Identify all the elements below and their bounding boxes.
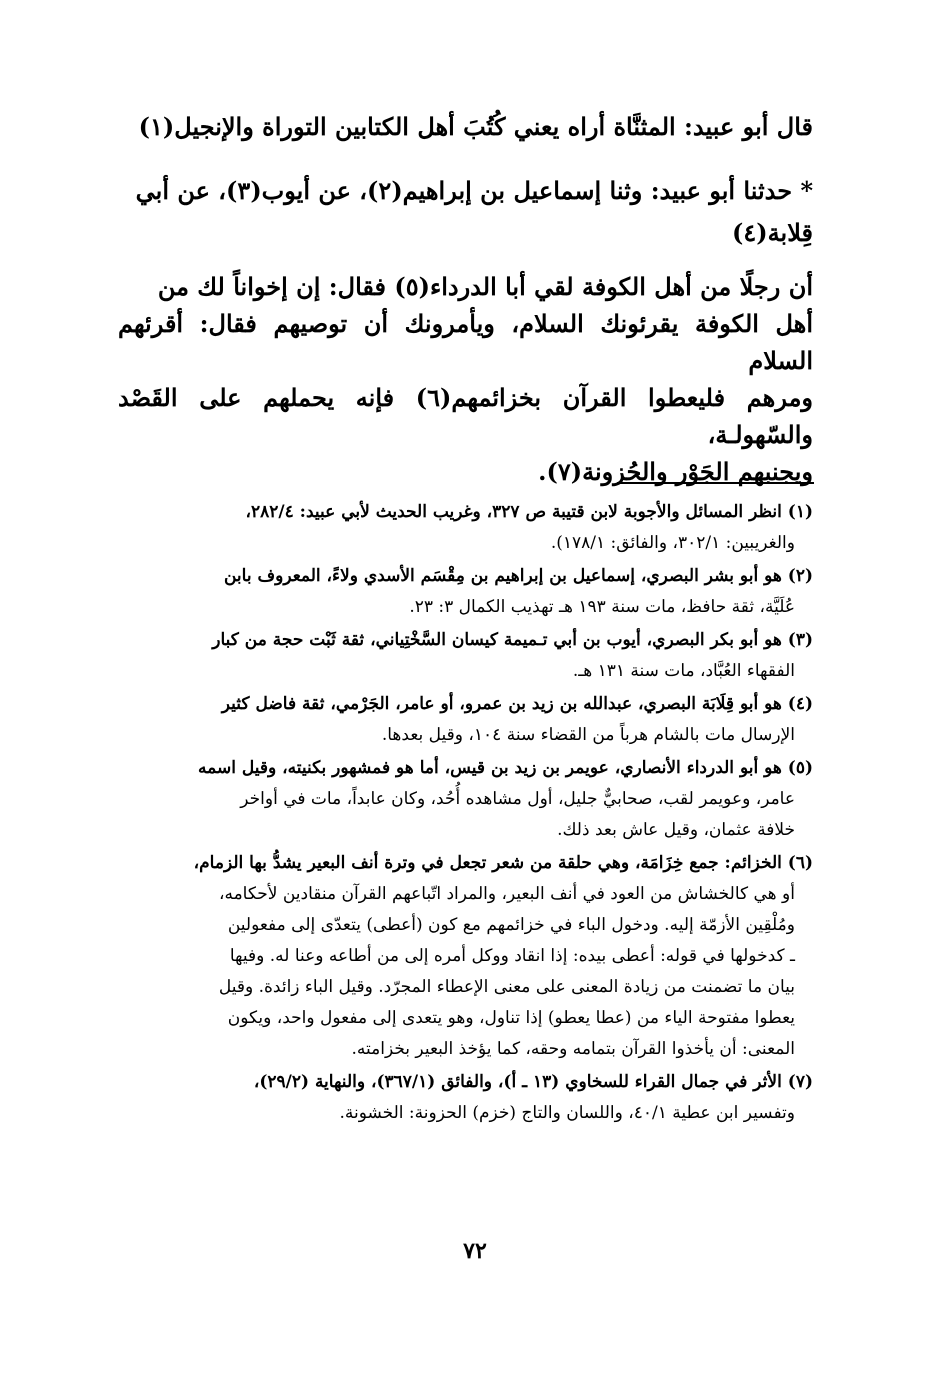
footnote-3 bbox=[95, 625, 813, 687]
paragraph-line: ويجنبهم الجَوْر والحُزونة(٧). bbox=[538, 457, 813, 486]
body-line-1: قال أبو عبيد: المثنَّاة أراه يعني كُتُبَ أهل الكتابين التوراة والإنجيل(١) bbox=[138, 112, 813, 141]
footnote-line: أو هي كالخشاش من العود في أنف البعير، والمراد اتّباعهم القرآن منقادين لأحكامه، bbox=[218, 884, 795, 904]
footnote-line: خلافة عثمان، وقيل عاش بعد ذلك. bbox=[557, 820, 795, 840]
footnote-line: المعنى: أن يأخذوا القرآن بتمامه وحقه، كما يؤخذ البعير بخزامته. bbox=[351, 1039, 795, 1059]
footnote-1 bbox=[95, 497, 813, 559]
footnote-line: بيان ما تضمنت من زيادة المعنى على معنى الإعطاء المجرّد. وقيل الباء زائدة. وقيل bbox=[218, 977, 795, 997]
footnote-line: ـ كدخولها في قوله: أعطى بيده: إذا انقاد ووكل أمره إلى من أطاعه وعنا له. وفيها bbox=[229, 946, 795, 966]
footnote-line: (٤) هو أبو قِلَابَة البصري، عبدالله بن زيد بن عمرو، أو عامر، الجَرْمي، ثقة فاضل كثير bbox=[221, 694, 813, 714]
paragraph-line: أهل الكوفة يقرئونك السلام، ويأمرونك أن توصيهم فقال: أقرئهم السلام bbox=[118, 309, 813, 375]
footnote-4 bbox=[95, 689, 813, 751]
footnote-line: الإرسال مات بالشام هرباً من القضاء سنة ١٠٤، وقيل بعدها. bbox=[381, 725, 795, 745]
footnote-line: (٢) هو أبو بشر البصري، إسماعيل بن إبراهيم بن مِقْسَم الأسدي ولاءً، المعروف بابن bbox=[223, 566, 813, 586]
footnote-7 bbox=[95, 1067, 813, 1129]
footnote-line: (٦) الخزائم: جمع خِزَامَة، وهي حلقة من شعر تجعل في وترة أنف البعير يشدُّ بها الزمام، bbox=[193, 853, 813, 873]
body-line-2: * حدثنا أبو عبيد: وثنا إسماعيل بن إبراهيم(٢)، عن أيوب(٣)، عن أبي bbox=[135, 176, 813, 205]
footnote-line: (٧) الأثر في جمال القراء للسخاوي (١٣ ـ أ)، والفائق (٣٦٧/١)، والنهاية (٢٩/٢)، bbox=[253, 1072, 813, 1092]
footnote-line: عُلَيَّة، ثقة حافظ، مات سنة ١٩٣ هـ تهذيب الكمال ٣: ٢٣. bbox=[409, 597, 795, 617]
footnote-line: يعطوا مفتوحة الياء من (عطا يعطو) إذا تناول، وهو يتعدى إلى مفعول واحد، ويكون bbox=[227, 1008, 795, 1028]
footnote-line: الفقهاء العُبَّاد، مات سنة ١٣١ هـ. bbox=[572, 661, 795, 681]
footnote-2 bbox=[95, 561, 813, 623]
body-paragraph bbox=[118, 268, 813, 490]
footnote-6 bbox=[95, 848, 813, 1065]
footnote-line: (٥) هو أبو الدرداء الأنصاري، عويمر بن زيد بن قيس، أما هو فمشهور بكنيته، وقيل اسمه bbox=[198, 758, 813, 778]
paragraph-line: أن رجلًا من أهل الكوفة لقي أبا الدرداء(٥) فقال: إن إخواناً لك من bbox=[157, 272, 813, 301]
footnote-5 bbox=[95, 753, 813, 846]
footnote-line: (٣) هو أبو بكر البصري، أيوب بن أبي تـميمة كيسان السَّخْتِياني، ثقة ثَبْت حجة من كبار bbox=[212, 630, 813, 650]
page-number: ٧٢ bbox=[463, 1238, 487, 1264]
footnote-line: وتفسير ابن عطية ٤٠/١، واللسان والتاج (خزم) الحزونة: الخشونة. bbox=[339, 1103, 795, 1123]
footnote-separator bbox=[617, 482, 814, 484]
paragraph-line: ومرهم فليعطوا القرآن بخزائمهم(٦) فإنه يحملهم على القَصْد والسّهولـة، bbox=[118, 383, 814, 449]
footnotes bbox=[95, 497, 813, 1131]
body-line-3: قِلابة(٤) bbox=[732, 218, 813, 247]
footnote-line: والغريبين: ٣٠٢/١، والفائق: ١٧٨/١). bbox=[550, 533, 795, 553]
footnote-line: عامر، وعويمر لقب، صحابيٌّ جليل، أول مشاهده أُحُد، وكان عابداً، مات في أواخر bbox=[240, 789, 795, 809]
footnote-line: ومُلْقِين الأزمّة إليه. ودخول الباء في خزائمهم مع كون (أعطى) يتعدّى إلى مفعولين bbox=[227, 915, 795, 935]
footnote-line: (١) انظر المسائل والأجوبة لابن قتيبة ص ٣٢٧، وغريب الحديث لأبي عبيد: ٢٨٢/٤، bbox=[245, 502, 813, 522]
